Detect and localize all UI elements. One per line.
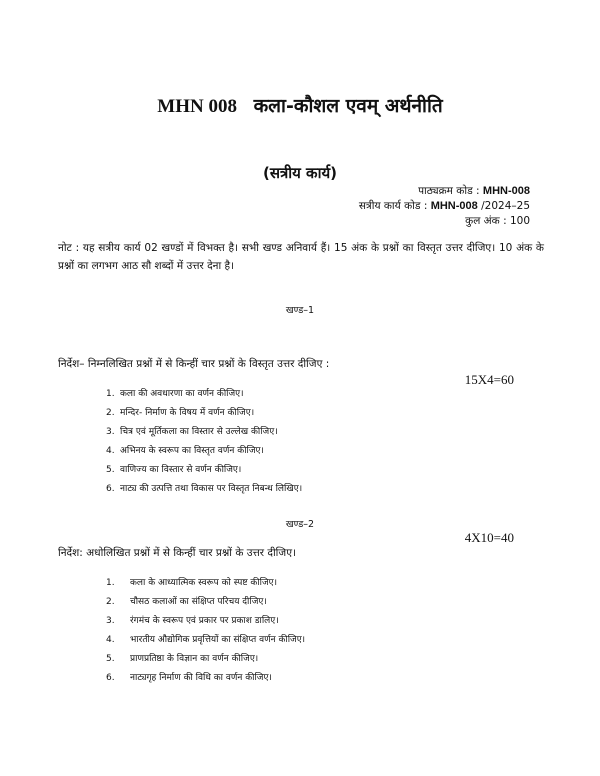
question-item bbox=[106, 442, 302, 461]
question-text: प्राणप्रतिष्ठा के विज्ञान का वर्णन कीजिए। bbox=[130, 654, 259, 664]
question-text: चौसठ कलाओं का संक्षिप्त परिचय दीजिए। bbox=[130, 597, 267, 607]
meta-value: MHN-008 bbox=[482, 185, 530, 197]
course-title: कला-कौशल एवम् अर्थनीति bbox=[253, 95, 443, 117]
question-number: 3. bbox=[106, 616, 115, 626]
course-code: MHN 008 bbox=[157, 96, 237, 117]
meta-assignment-code bbox=[359, 199, 530, 213]
question-text: चित्र एवं मूर्तिकला का विस्तार से उल्लेख कीजिए। bbox=[120, 427, 278, 437]
question-item bbox=[106, 669, 305, 688]
meta-total-marks bbox=[465, 214, 530, 228]
question-text: वाणिज्य का विस्तार से वर्णन कीजिए। bbox=[120, 465, 242, 475]
section-1-heading: खण्ड–1 bbox=[285, 305, 315, 316]
section-1-instruction: निर्देश– निम्नलिखित प्रश्नों में से किन्हीं चार प्रश्नों के विस्तृत उत्तर दीजिए : bbox=[58, 358, 330, 370]
section-1-questions bbox=[106, 385, 302, 499]
note-paragraph: नोट : यह सत्रीय कार्य 02 खण्डों में विभक्त है। सभी खण्ड अनिवार्य हैं। 15 अंक के प्रश्नों का विस्तृत उत्तर दीजिए। 10 अंक के प्रश्नों का लगभग आठ सौ शब्दों में उत्तर देना है। bbox=[58, 242, 544, 272]
question-number: 2. bbox=[106, 597, 115, 607]
question-item bbox=[106, 650, 305, 669]
question-text: नाट्यगृह निर्माण की विधि का वर्णन कीजिए। bbox=[130, 673, 272, 683]
question-item bbox=[106, 461, 302, 480]
question-number: 2. bbox=[106, 408, 115, 418]
question-number: 1. bbox=[106, 389, 115, 399]
section-2-marks: 4X10=40 bbox=[464, 530, 514, 545]
question-number: 5. bbox=[106, 654, 115, 664]
meta-value: MHN-008 bbox=[430, 200, 478, 212]
question-item bbox=[106, 574, 305, 593]
meta-session: /2024–25 bbox=[481, 200, 530, 212]
meta-label: कुल अंक : bbox=[465, 215, 507, 227]
question-number: 1. bbox=[106, 578, 115, 588]
question-item bbox=[106, 631, 305, 650]
question-item bbox=[106, 385, 302, 404]
question-number: 4. bbox=[106, 446, 115, 456]
question-item bbox=[106, 612, 305, 631]
question-item bbox=[106, 423, 302, 442]
meta-value: 100 bbox=[509, 215, 530, 227]
meta-label: सत्रीय कार्य कोड : bbox=[358, 200, 428, 212]
question-item bbox=[106, 593, 305, 612]
section-2-questions bbox=[106, 574, 305, 688]
question-text: भारतीय औद्योगिक प्रवृत्तियों का संक्षिप्त वर्णन कीजिए। bbox=[130, 635, 306, 645]
question-number: 6. bbox=[106, 673, 115, 683]
question-text: कला की अवधारणा का वर्णन कीजिए। bbox=[120, 389, 244, 399]
question-text: कला के आध्यात्मिक स्वरूप को स्पष्ट कीजिए। bbox=[130, 578, 278, 588]
page-title bbox=[0, 92, 600, 118]
question-text: मन्दिर- निर्माण के विषय में वर्णन कीजिए। bbox=[120, 408, 255, 418]
question-item bbox=[106, 480, 302, 499]
question-number: 5. bbox=[106, 465, 115, 475]
question-text: रंगमंच के स्वरूप एवं प्रकार पर प्रकाश डालिए। bbox=[130, 616, 279, 626]
section-1-marks: 15X4=60 bbox=[464, 372, 514, 387]
section-2-instruction: निर्देश: अधोलिखित प्रश्नों में से किन्हीं चार प्रश्नों के उत्तर दीजिए। bbox=[58, 547, 296, 559]
question-item bbox=[106, 404, 302, 423]
assignment-subtitle: (सत्रीय कार्य) bbox=[262, 164, 338, 182]
section-2-heading: खण्ड–2 bbox=[285, 519, 315, 530]
question-number: 6. bbox=[106, 484, 115, 494]
meta-label: पाठ्यक्रम कोड : bbox=[418, 185, 480, 197]
meta-course-code bbox=[418, 184, 530, 198]
question-text: अभिनय के स्वरूप का विस्तृत वर्णन कीजिए। bbox=[120, 446, 264, 456]
question-number: 4. bbox=[106, 635, 115, 645]
question-text: नाट्य की उत्पत्ति तथा विकास पर विस्तृत निबन्ध लिखिए। bbox=[120, 484, 303, 494]
question-number: 3. bbox=[106, 427, 115, 437]
